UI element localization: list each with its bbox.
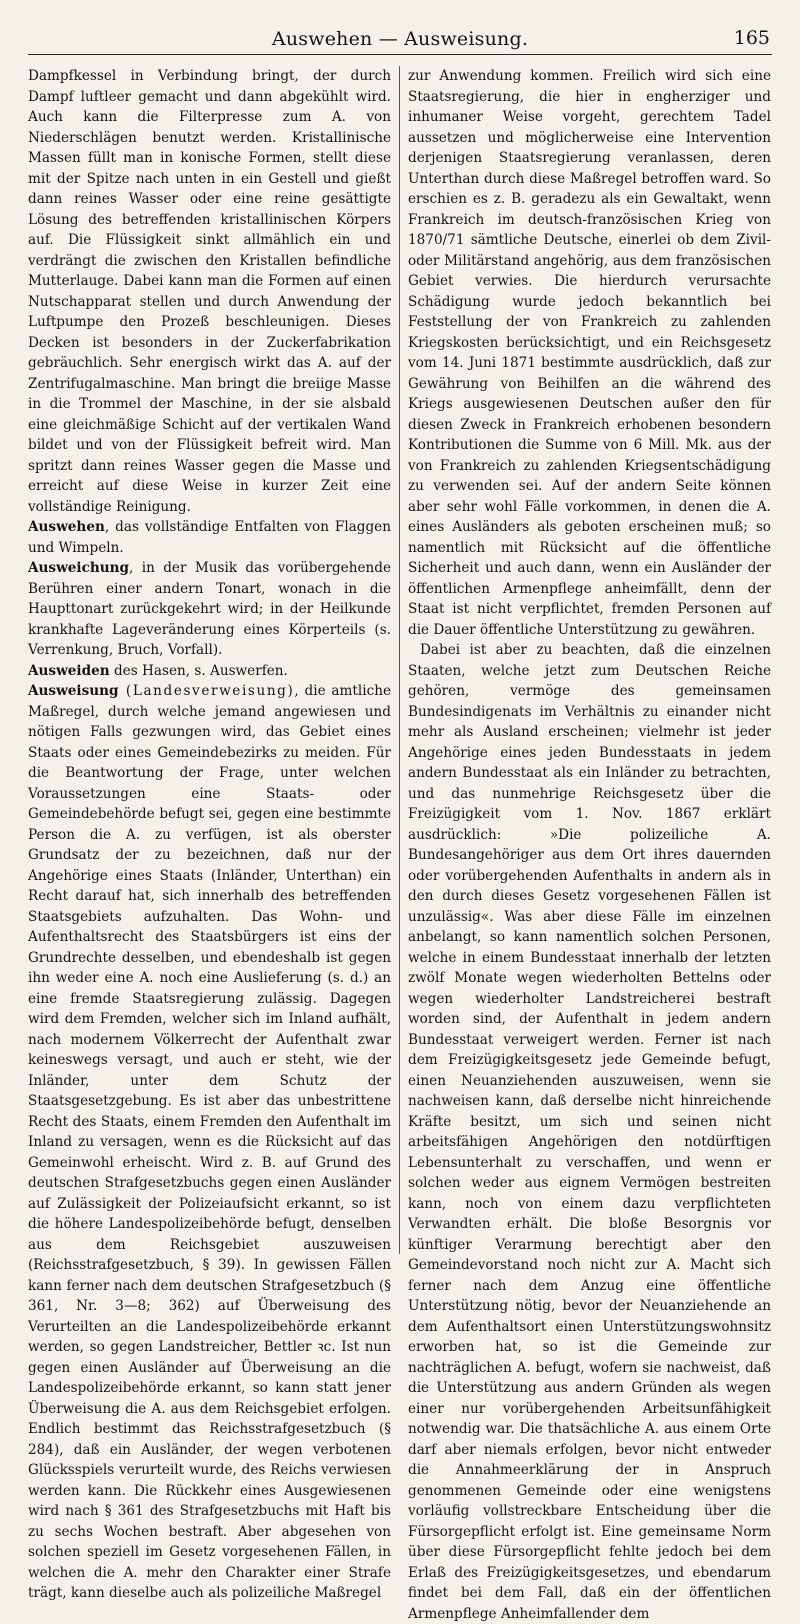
dictionary-entry xyxy=(28,681,391,1604)
headword: Ausweiden xyxy=(28,662,110,679)
left-column xyxy=(28,66,391,1601)
headword: Ausweisung xyxy=(28,683,119,699)
page-number: 165 xyxy=(733,27,770,49)
headword: Ausweichung xyxy=(28,560,130,576)
entry-text: des Hasen, s. Auswerfen. xyxy=(109,662,288,679)
paragraph: Dampfkessel in Verbindung bringt, der durch Dampf luftleer gemacht und dann abgekühlt wird. Auch kann die Filterpresse zum A. von Niederschlägen benutzt werden. Kristallinische Massen füllt man in konische Formen, stellt diese mit der Spitze nach unten in ein Gestell und gießt dann reines Wasser oder eine reine gesättigte Lösung des betreffenden kristallinischen Körpers auf. Die Flüssigkeit sinkt allmählich ein und verdrängt die zwischen den Kristallen befindliche Mutterlauge. Dabei kann man die Formen auf einen Nutschapparat stellen und durch Anwendung der Luftpumpe den Prozeß beschleunigen. Dieses Decken ist besonders in der Zuckerfabrikation gebräuchlich. Sehr energisch wirkt das A. auf der Zentrifugalmaschine. Man bringt die breiige Masse in die Trommel der Maschine, in der sie alsbald eine gleichmäßige Schicht auf der vertikalen Wand bildet und von der Flüssigkeit befreit wird. Man spritzt dann reines Wasser gegen die Masse und erreicht auf diese Weise in kurzer Zeit eine vollständige Reinigung. xyxy=(28,68,391,515)
running-title: Auswehen — Ausweisung. xyxy=(271,28,529,50)
entry-text: , die amtliche Maßregel, durch welche jemand angewiesen und nötigen Falls gezwungen wird, das Gebiet eines Staats oder eines Gemeindebezirks zu meiden. Für die Beantwortung der Frage, unter welchen Voraussetzungen eine Staats- oder Gemeindebehörde befugt sei, gegen eine bestimmte Person die A. zu verfügen, ist als oberster Grundsatz der zu bezeichnen, daß nur der Angehörige eines Staats (Inländer, Unterthan) ein Recht darauf hat, sich innerhalb des betreffenden Staatsgebiets aufzuhalten. Das Wohn- und Aufenthaltsrecht des Staatsbürgers ist eins der Grundrechte desselben, und ebendeshalb ist gegen ihn weder eine A. noch eine Auslieferung (s. d.) an eine fremde Staatsregierung zulässig. Dagegen wird dem Fremden, welcher sich im Inland aufhält, nach modernem Völkerrecht der Aufenthalt zwar keineswegs versagt, und auch er steht, wie der Inländer, unter dem Schutz der Staatsgesetzgebung. Es ist aber das unbestrittene Recht des Staats, einem Fremden den Aufenthalt im Inland zu versagen, wenn es die Rücksicht auf das Gemeinwohl erheischt. Wird z. B. auf Grund des deutschen Strafgesetzbuchs gegen einen Ausländer auf Zulässigkeit der Polizeiaufsicht erkannt, so ist die höhere Landespolizeibehörde befugt, denselben aus dem Reichsgebiet auszuweisen (Reichsstrafgesetzbuch, § 39). In gewissen Fällen kann ferner nach dem deutschen Strafgesetzbuch (§ 361, Nr. 3—8; 362) auf Überweisung des Verurteilten an die Landespolizeibehörde erkannt werden, so gegen Landstreicher, Bettler ꝛc. Ist nun gegen einen Ausländer auf Überweisung an die Landespolizeibehörde erkannt, so kann statt jener Überweisung die A. aus dem Reichsgebiet erfolgen. Endlich bestimmt das Reichsstrafgesetzbuch (§ 284), daß ein Ausländer, der wegen verbotenen Glücksspiels verurteilt wurde, des Reichs verwiesen werden kann. Die Rückkehr eines Ausgewiesenen wird nach § 361 des Strafgesetzbuchs mit Haft bis zu sechs Wochen bestraft. Aber abgesehen von solchen speziell im Gesetz vorgesehenen Fällen, in welchen die A. mehr den Charakter einer Strafe trägt, kann dieselbe auch als polizeiliche Maßregel xyxy=(28,683,391,1601)
paragraph: zur Anwendung kommen. Freilich wird sich eine Staatsregierung, die hier in engherziger und inhumaner Weise vorgeht, gerechtem Tadel aussetzen und möglicherweise eine Intervention derjenigen Staatsregierung veranlassen, deren Unterthan durch diese Maßregel betroffen ward. So erschien es z. B. geradezu als ein Gewaltakt, wenn Frankreich im deutsch-französischen Krieg von 1870/71 sämtliche Deutsche, einerlei ob dem Zivil- oder Militärstand angehörig, aus dem französischen Gebiet verwies. Die hierdurch verursachte Schädigung wurde jedoch bekanntlich bei Feststellung der von Frankreich zu zahlenden Kriegskosten berücksichtigt, und ein Reichsgesetz vom 14. Juni 1871 bestimmte ausdrücklich, daß zur Gewährung von Beihilfen an die während des Kriegs ausgewiesenen Deutschen außer den für diesen Zweck in Frankreich erhobenen besondern Kontributionen die Summe von 6 Mill. Mk. aus der von Frankreich zu zahlenden Kriegsentschädigung zu verwenden sei. Auf der andern Seite können aber sehr wohl Fälle vorkommen, in denen die A. eines Ausländers als geboten erscheinen muß; so namentlich mit Rücksicht auf die öffentliche Sicherheit und auch dann, wenn ein Ausländer der öffentlichen Armenpflege anheimfällt, denn der Staat ist nicht verpflichtet, fremden Personen auf die Dauer öffentliche Unterstützung zu gewähren. xyxy=(408,68,771,638)
dictionary-entry xyxy=(28,661,391,682)
entry-text: , in der Musik das vorübergehende Berühren einer andern Tonart, wonach in die Haupttonart zurückgekehrt wird; in der Heilkunde krankhafte Lageveränderung eines Körperteils (s. Verrenkung, Bruch, Vorfall). xyxy=(28,560,391,658)
column-divider xyxy=(399,66,400,1254)
headword: Auswehen xyxy=(28,519,105,535)
dictionary-entry xyxy=(28,558,391,661)
spaced-term: (Landesverweisung) xyxy=(118,683,295,699)
dictionary-entry xyxy=(28,517,391,558)
right-column xyxy=(408,66,771,1622)
running-header xyxy=(28,24,772,55)
paragraph: Dabei ist aber zu beachten, daß die einzelnen Staaten, welche jetzt zum Deutschen Reiche gehören, vermöge des gemeinsamen Bundesindigenats im Verhältnis zu einander nicht mehr als Ausland erscheinen; vielmehr ist jeder Angehörige eines jeden Bundesstaats in jedem andern Bundesstaat als ein Inländer zu betrachten, und das nunmehrige Reichsgesetz über die Freizügigkeit vom 1. Nov. 1867 erklärt ausdrücklich: »Die polizeiliche A. Bundesangehöriger aus dem Ort ihres dauernden oder vorübergehenden Aufenthalts in andern als in den durch dieses Gesetz vorgesehenen Fällen ist unzulässig«. Was aber diese Fälle im einzelnen anbelangt, so kann namentlich solchen Personen, welche in einem Bundesstaat innerhalb der letzten zwölf Monate wegen wiederholten Bettelns oder wegen wiederholter Landstreicherei bestraft worden sind, der Aufenthalt in jedem andern Bundesstaat verweigert werden. Ferner ist nach dem Freizügigkeitsgesetz jede Gemeinde befugt, einen Neuanziehenden auszuweisen, wenn sie nachweisen kann, daß derselbe nicht hinreichende Kräfte besitzt, um sich und seinen nicht arbeitsfähigen Angehörigen den notdürftigen Lebensunterhalt zu verschaffen, und wenn er solchen weder aus eignem Vermögen bestreiten kann, noch von einem dazu verpflichteten Verwandten erhält. Die bloße Besorgnis vor künftiger Verarmung berechtigt aber den Gemeindevorstand noch nicht zur A. Macht sich ferner nach dem Anzug eine öffentliche Unterstützung nötig, bevor der Neuanziehende an dem Aufenthaltsort einen Unterstützungswohnsitz erworben hat, so ist die Gemeinde zur nachträglichen A. befugt, wofern sie nachweist, daß die Unterstützung aus andern Gründen als wegen einer nur vorübergehenden Arbeitsunfähigkeit notwendig war. Die thatsächliche A. aus einem Orte darf aber niemals erfolgen, bevor nicht entweder die Annahmeerklärung der in Anspruch genommenen Gemeinde oder eine wenigstens vorläufig vollstreckbare Entscheidung über die Fürsorgepflicht erfolgt ist. Eine gemeinsame Norm über diese Fürsorgepflicht fehlte jedoch bei dem Erlaß des Freizügigkeitsgesetzes, und ebendarum findet bei dem Fall, daß ein der öffentlichen Armenpflege Anheimfallender dem xyxy=(408,642,771,1622)
entry-text: , das vollständige Entfalten von Flaggen und Wimpeln. xyxy=(28,519,391,556)
